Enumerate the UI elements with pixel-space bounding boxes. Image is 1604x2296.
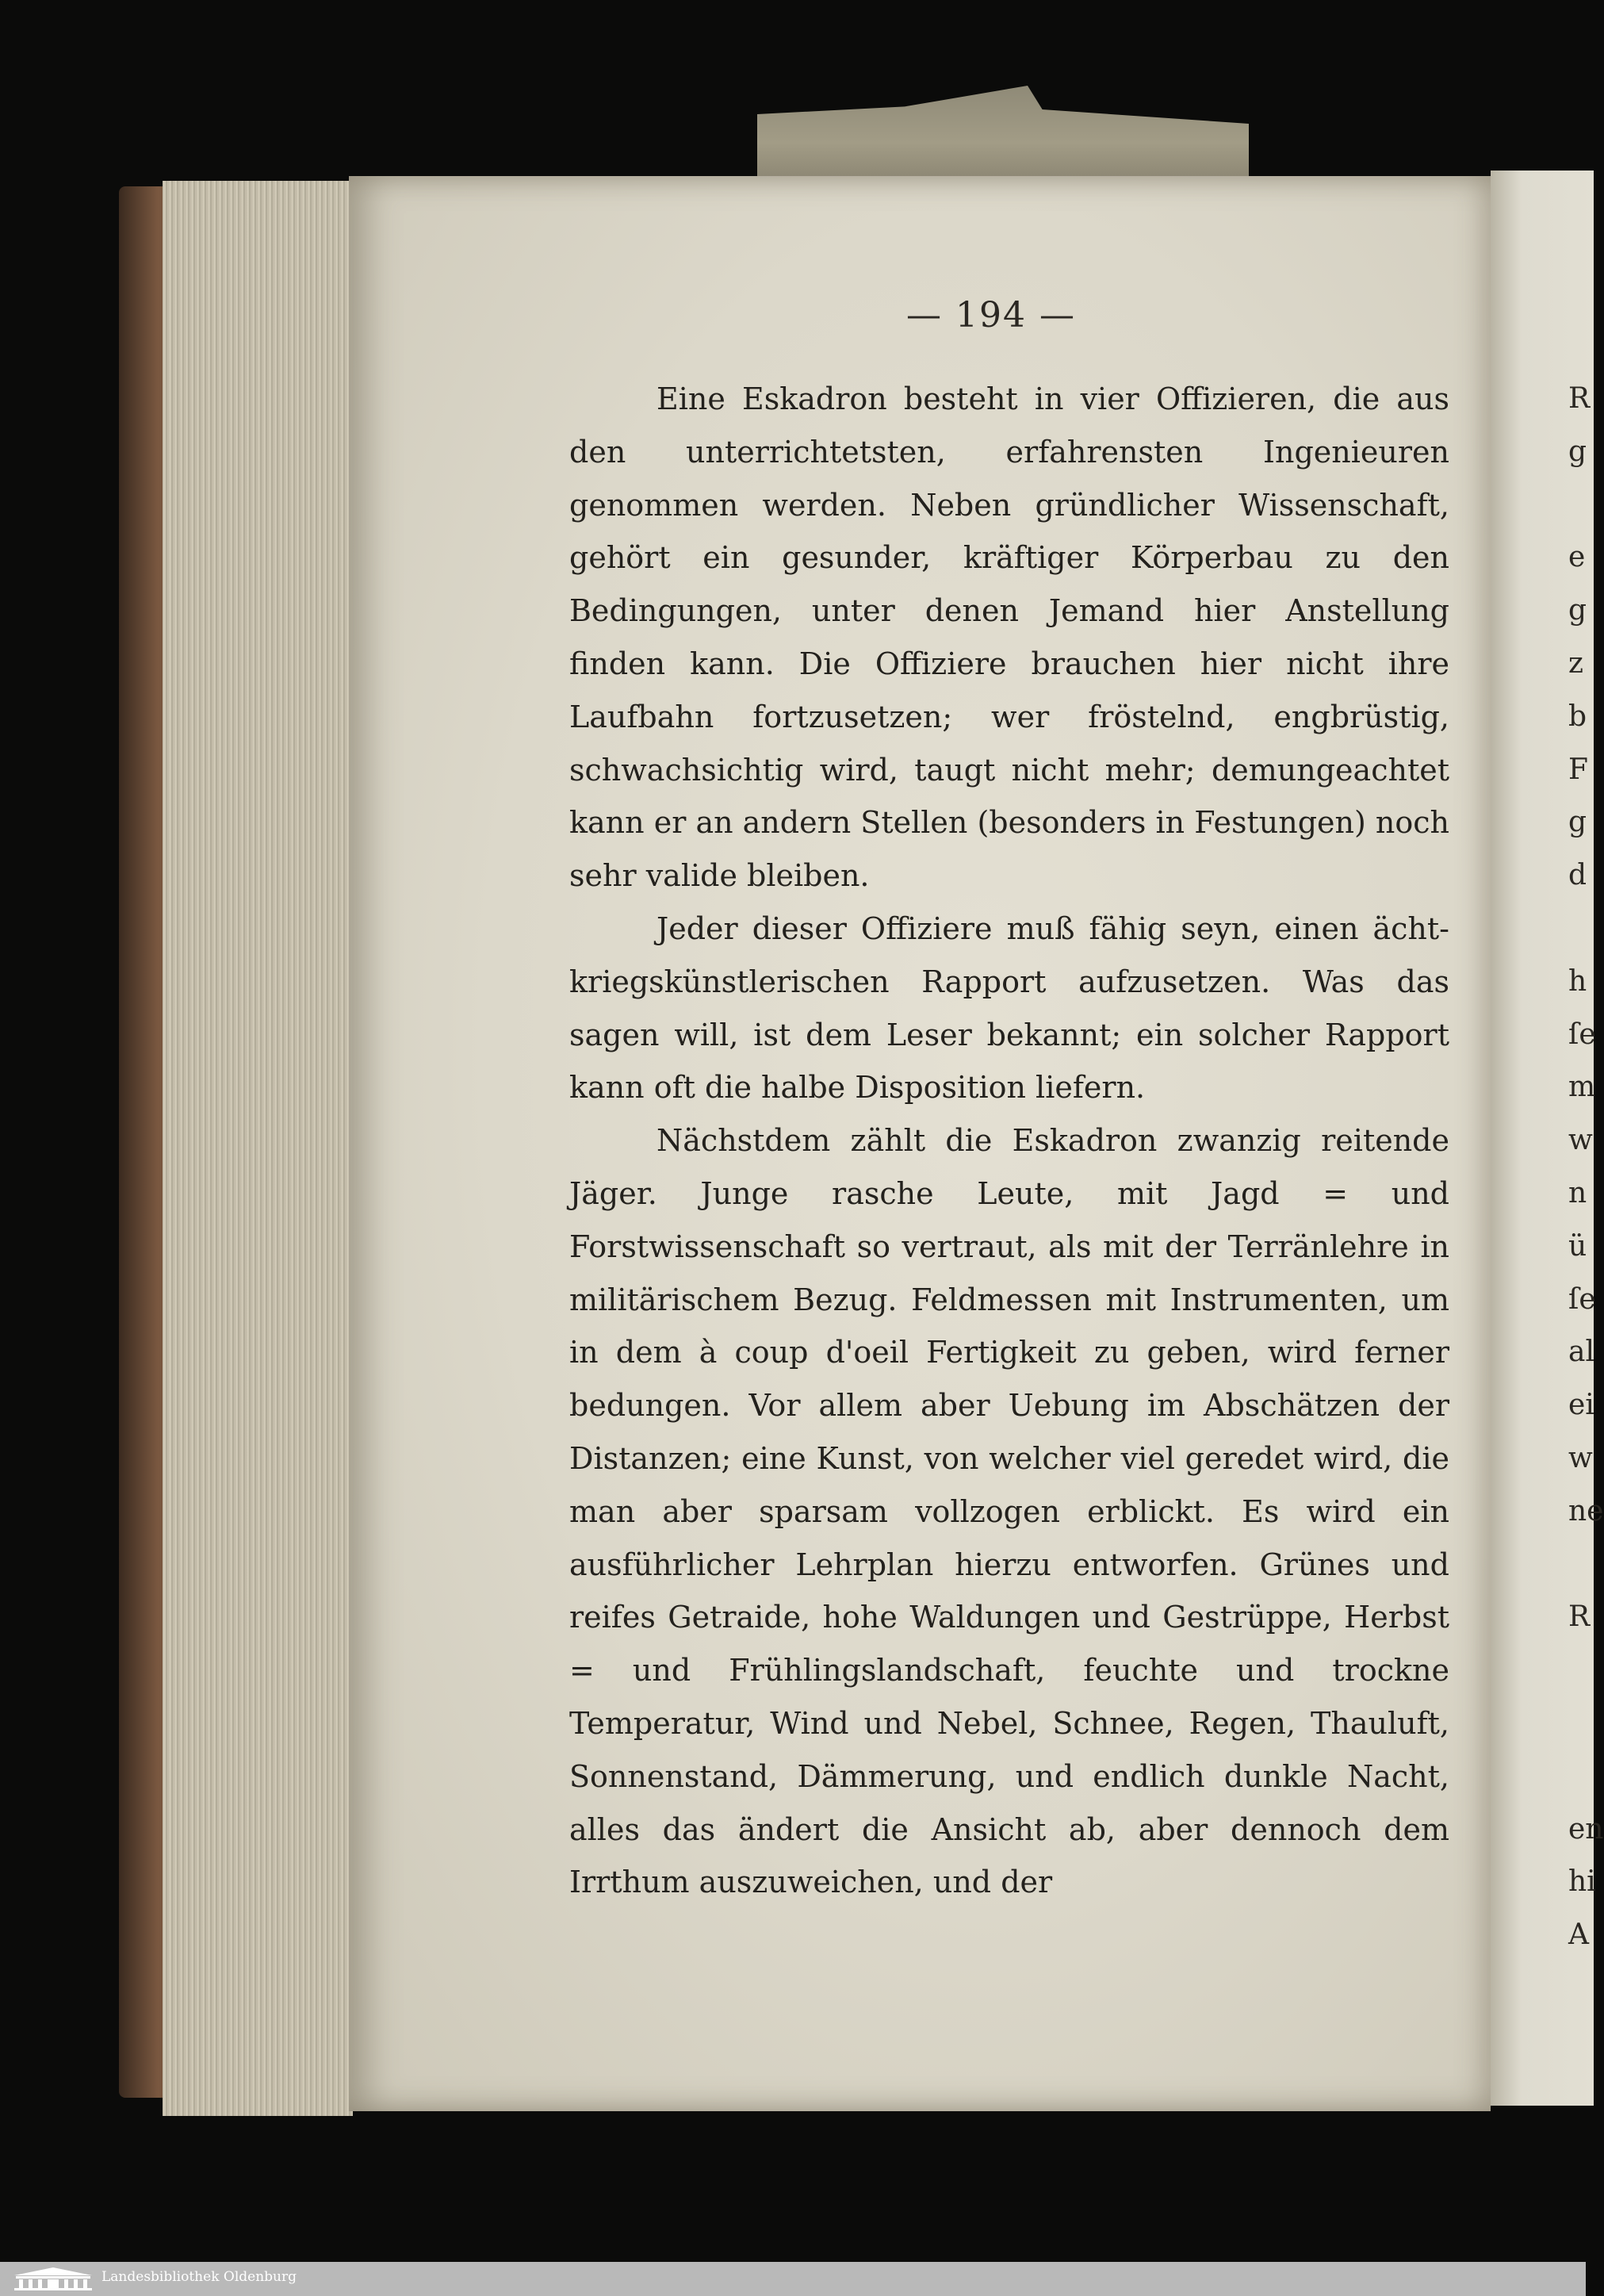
library-building-icon [11,2266,95,2291]
paragraph: Eine Eskadron besteht in vier Offizieren, die aus den unterrichtetsten, erfahrensten Ingenieuren genommen werden. Neben gründlicher Wissenschaft, gehört ein gesunder, kräftiger Körperbau zu den Bedingungen, unter denen Jemand hier Anstellung finden kann. Die Offiziere brauchen hier nicht ihre Laufbahn fortzusetzen; wer fröstelnd, engbrüstig, schwachsichtig wird, taugt nicht mehr; demungeachtet kann er an andern Stellen (besonders in Festungen) noch sehr valide bleiben. [569,381,1449,894]
paragraph: Nächstdem zählt die Eskadron zwanzig reitende Jäger. Junge rasche Leute, mit Jagd = und Forstwissenschaft so vertraut, als mit der Terränlehre in militärischem Bezug. Feldmessen mit Instrumenten, um in dem à coup d'oeil Fertigkeit zu geben, wird ferner bedungen. Vor allem aber Uebung im Abschätzen der Distanzen; eine Kunst, von welcher viel geredet wird, die man aber sparsam vollzogen erblickt. Es wird ein ausführlicher Lehrplan hierzu entworfen. Grünes und reifes Getraide, hohe Waldungen und Gestrüppe, Herbst = und Frühlingslandschaft, feuchte und trockne Temperatur, Wind und Nebel, Schnee, Regen, Thauluft, Sonnenstand, Dämmerung, und endlich dunkle Nacht, alles das ändert die Ansicht ab, aber dennoch dem Irrthum auszuweichen, und der [569,1123,1449,1900]
paper-bookmark [757,86,1249,181]
next-page-fragment: R g e g z b F g d h ſe m w n ü ſe al ei w ne R en hi A [1568,382,1604,1952]
page-body [569,373,1449,1909]
page-edges [163,181,353,2116]
library-name: Landesbibliothek Oldenburg [101,2269,297,2285]
paragraph: Jeder dieser Offiziere muß fähig seyn, einen ächt-kriegskünstlerischen Rapport aufzusetzen. Was das sagen will, ist dem Leser bekannt; ein solcher Rapport kann oft die halbe Disposition liefern. [569,910,1449,1106]
page-number: — 194 — [906,295,1076,335]
